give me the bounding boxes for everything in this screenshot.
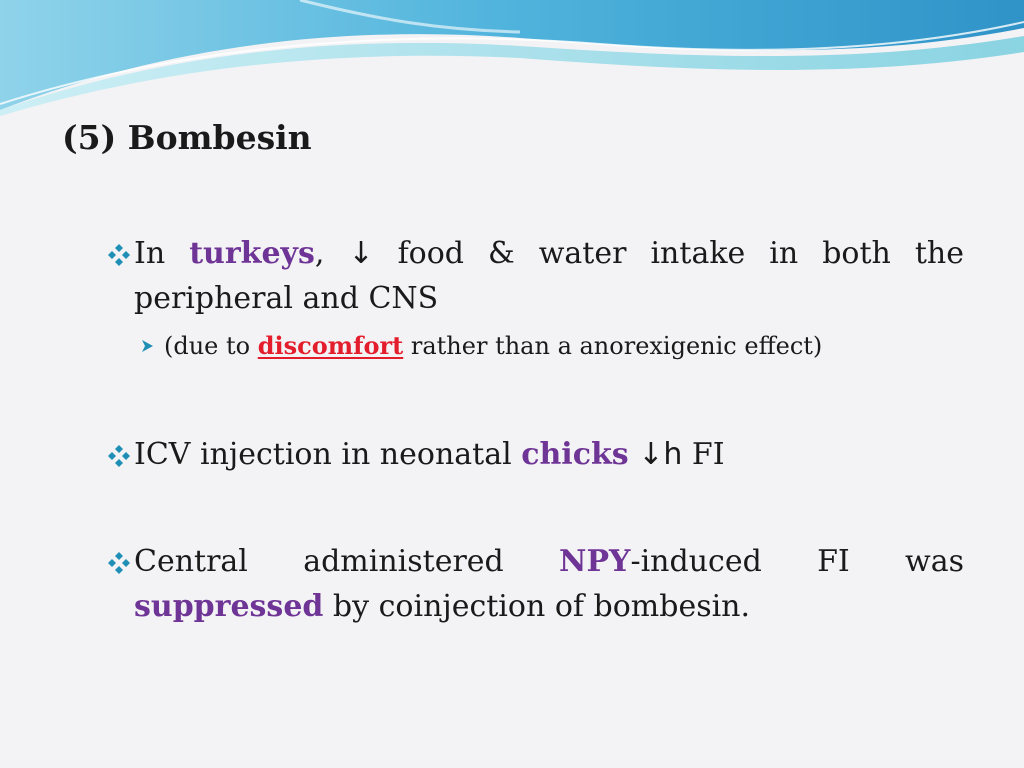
text-run: In (134, 236, 190, 271)
bullet-icv-line (134, 432, 964, 477)
text-run: FI (682, 437, 725, 472)
sub-bullet-discomfort (140, 328, 822, 364)
text-run: Central administered (134, 544, 560, 579)
header-wave-decoration (0, 0, 1024, 130)
highlight-suppressed: suppressed (134, 589, 324, 624)
highlight-chicks: chicks (521, 437, 629, 472)
diamond-bullet-icon (106, 242, 132, 268)
text-run: -induced FI was (630, 544, 964, 579)
highlight-discomfort: discomfort (257, 331, 404, 360)
diamond-bullet-icon (106, 550, 132, 576)
bullet-npy (106, 539, 964, 629)
text-run: ICV injection in neonatal (134, 437, 522, 472)
bullet-turkeys-line2: peripheral and CNS (134, 281, 439, 316)
down-arrow-icon: ↓h (638, 437, 683, 472)
down-arrow-icon: ↓ (348, 236, 374, 271)
slide-title: (5) Bombesin (62, 118, 312, 157)
arrowhead-bullet-icon (140, 339, 154, 353)
bullet-turkeys (106, 231, 964, 321)
highlight-turkeys: turkeys (189, 236, 315, 271)
text-run: , (314, 236, 349, 271)
diamond-bullet-icon (106, 443, 132, 469)
text-run: rather than a anorexigenic effect) (403, 332, 823, 360)
text-run: food & water intake in both the (373, 236, 964, 271)
bullet-icv-injection (106, 432, 964, 477)
bullet-npy-line1 (134, 539, 964, 584)
text-run: by coinjection of bombesin. (323, 589, 751, 624)
highlight-npy: NPY (559, 544, 631, 579)
bullet-npy-line2 (134, 584, 964, 629)
text-run (629, 437, 639, 472)
bullet-turkeys-line1 (134, 231, 964, 276)
text-run: (due to (164, 332, 258, 360)
